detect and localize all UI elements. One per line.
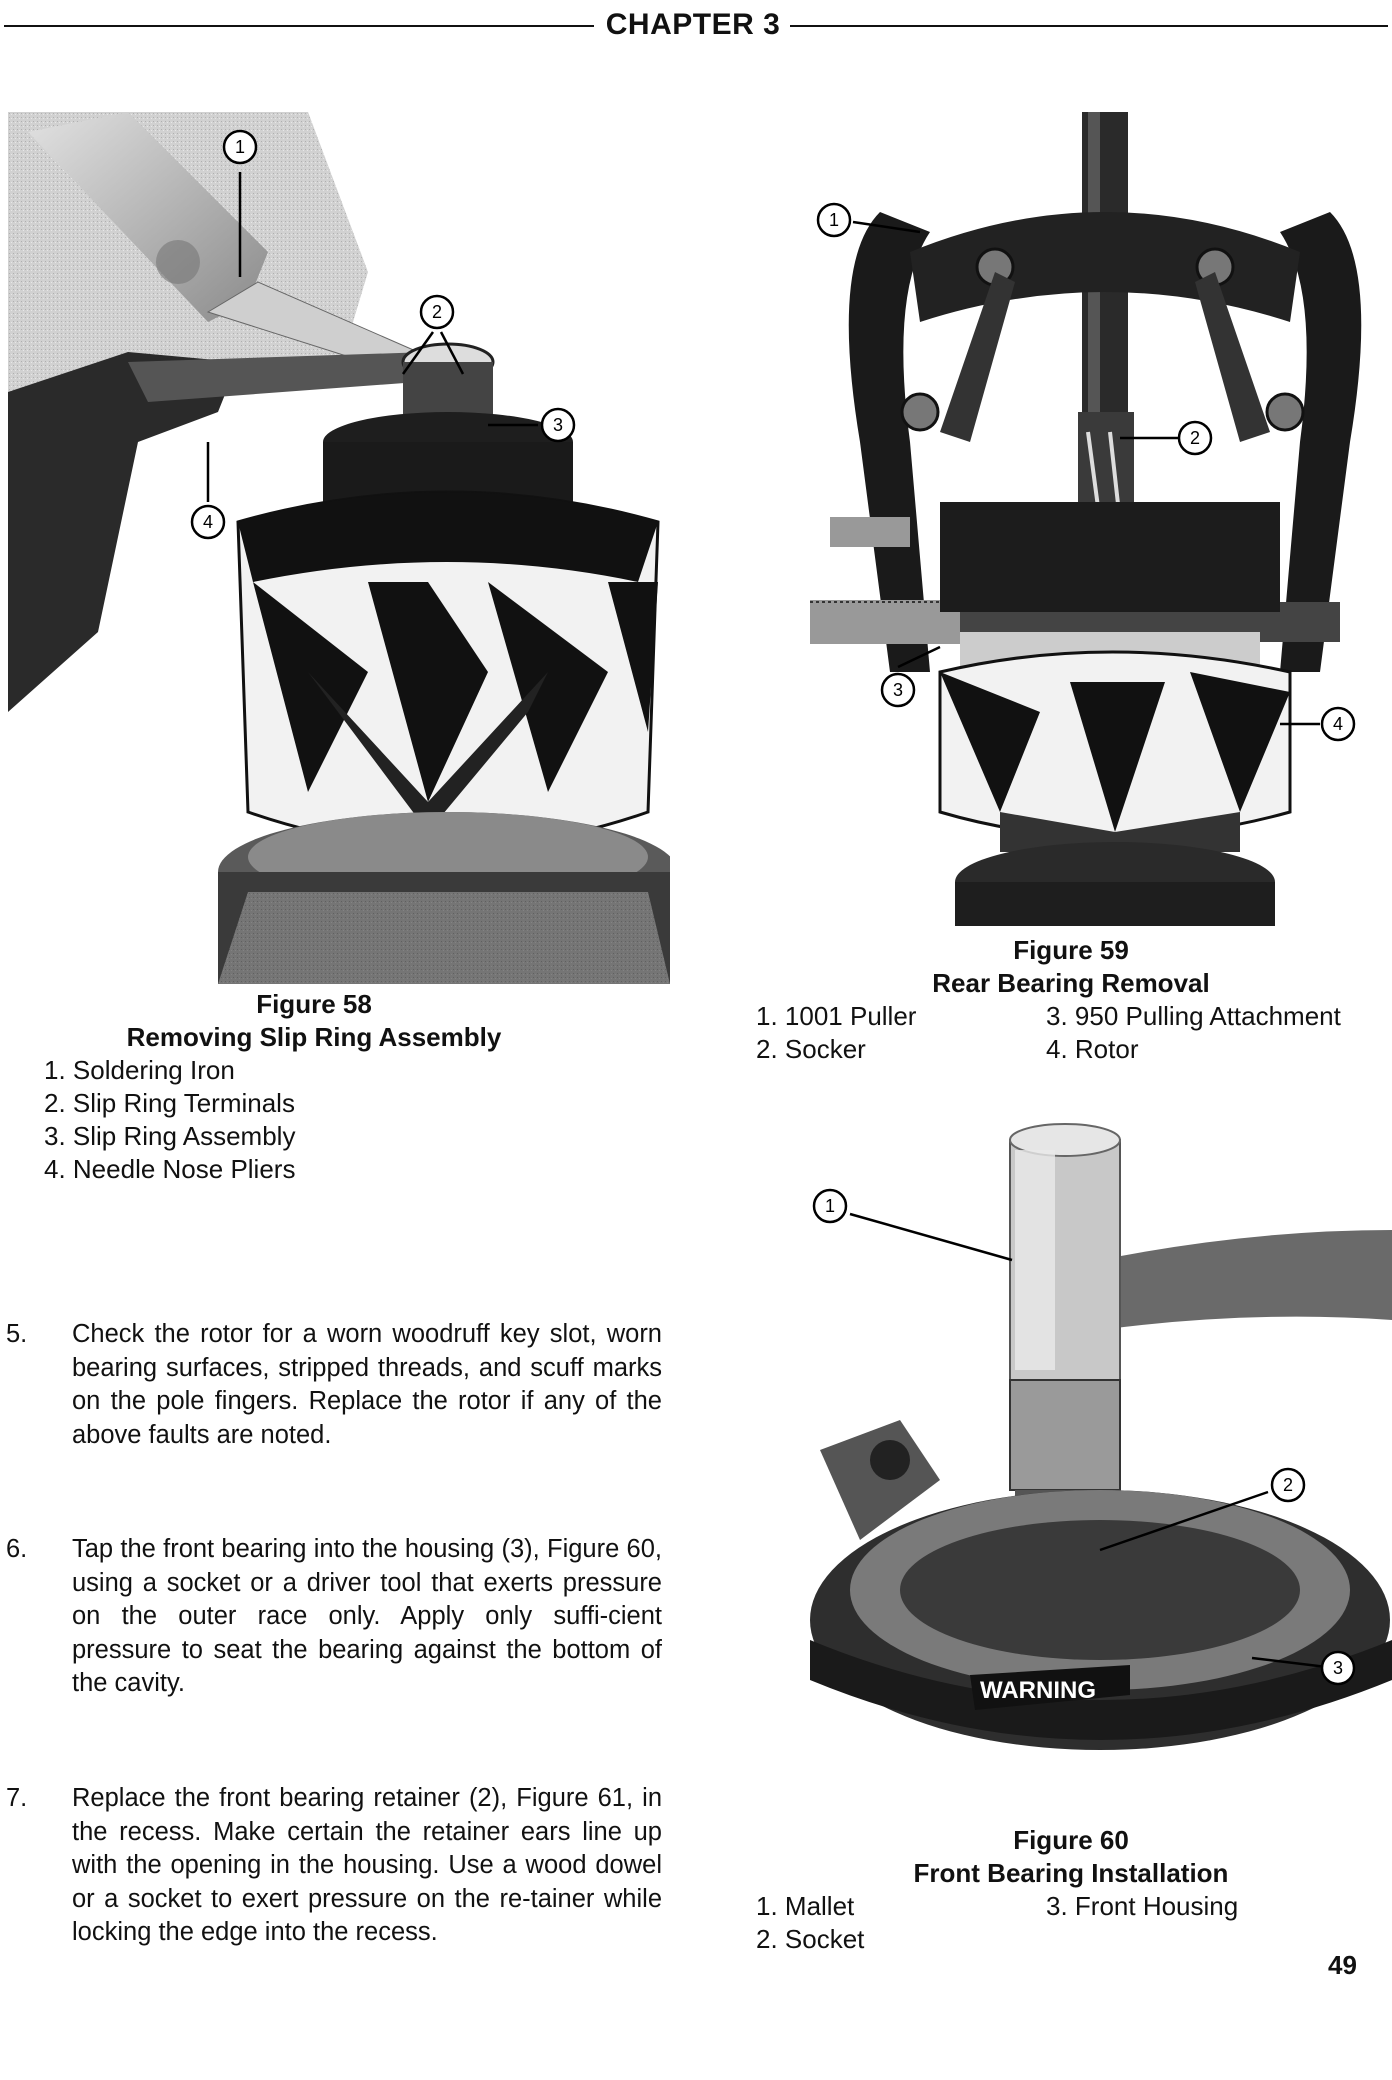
figure-58-number: Figure 58: [256, 989, 372, 1019]
figure-59-photo: [770, 112, 1382, 926]
figure-58-legend: [44, 1054, 584, 1186]
legend-item: 3. 950 Pulling Attachment: [1046, 1001, 1341, 1031]
warning-label: WARNING: [980, 1677, 1096, 1704]
figure-59-number: Figure 59: [1013, 935, 1129, 965]
legend-item: 3. Slip Ring Assembly: [44, 1121, 296, 1151]
step-text: Tap the front bearing into the housing (3), Figure 60, using a socket or a driver tool that exerts pressure on the outer race only. Apply only suffi-cient pressure to seat the bearing against the bottom of the cavity.: [72, 1535, 662, 1697]
fig58-callout-1: 1: [234, 137, 246, 157]
figure-58-title: Removing Slip Ring Assembly: [126, 1022, 502, 1052]
figure-59-caption: [756, 934, 1386, 1066]
figure-58-caption: [44, 988, 584, 1186]
legend-item: 4. Rotor: [1046, 1034, 1139, 1064]
step-text: Check the rotor for a worn woodruff key slot, worn bearing surfaces, stripped threads, and scuff marks on the pole fingers. Replace the rotor if any of the above faults are noted.: [72, 1320, 662, 1449]
page-number: 49: [1328, 1950, 1357, 1980]
fig60-callout-3: 3: [1332, 1658, 1344, 1678]
fig60-callout-1: 1: [824, 1196, 836, 1216]
fig59-callout-1: 1: [828, 210, 840, 230]
legend-item: 1. Mallet: [756, 1891, 855, 1921]
step-text: Replace the front bearing retainer (2), Figure 61, in the recess. Make certain the retainer ears line up with the opening in the housing. Use a wood dowel or a socket to exert pressure on the re-tainer while locking the edge into the recess.: [72, 1784, 662, 1946]
legend-item: 2. Slip Ring Terminals: [44, 1088, 295, 1118]
legend-item: 1. Soldering Iron: [44, 1055, 235, 1085]
figure-60-number: Figure 60: [1013, 1825, 1129, 1855]
legend-item: 3. Front Housing: [1046, 1891, 1239, 1921]
step-5: [6, 1318, 666, 1452]
fig59-callout-3: 3: [892, 680, 904, 700]
legend-item: 2. Socker: [756, 1034, 866, 1064]
figure-60-title: Front Bearing Installation: [913, 1858, 1229, 1888]
legend-item: 1. 1001 Puller: [756, 1001, 917, 1031]
figure-60-caption: [756, 1824, 1386, 1956]
step-number: 5.: [6, 1320, 28, 1348]
figure-60-legend: [756, 1890, 1386, 1956]
legend-item: 2. Socket: [756, 1924, 865, 1954]
figure-59-legend: [756, 1000, 1386, 1066]
fig58-callout-2: 2: [431, 302, 443, 322]
chapter-header: [0, 8, 1392, 48]
fig58-callout-3: 3: [552, 415, 564, 435]
figure-58-photo: [8, 112, 670, 984]
step-7: [6, 1782, 666, 1950]
header-rule-right: [790, 25, 1388, 27]
header-rule-left: [4, 25, 594, 27]
chapter-title: CHAPTER 3: [605, 8, 781, 41]
fig59-callout-4: 4: [1332, 714, 1344, 734]
fig59-callout-2: 2: [1189, 428, 1201, 448]
figure-59-title: Rear Bearing Removal: [932, 968, 1210, 998]
fig60-callout-2: 2: [1282, 1475, 1294, 1495]
legend-item: 4. Needle Nose Pliers: [44, 1154, 296, 1184]
step-6: [6, 1533, 666, 1701]
step-number: 7.: [6, 1784, 28, 1812]
fig58-callout-4: 4: [202, 512, 214, 532]
step-number: 6.: [6, 1535, 28, 1563]
figure-60-photo: [800, 1120, 1392, 1784]
